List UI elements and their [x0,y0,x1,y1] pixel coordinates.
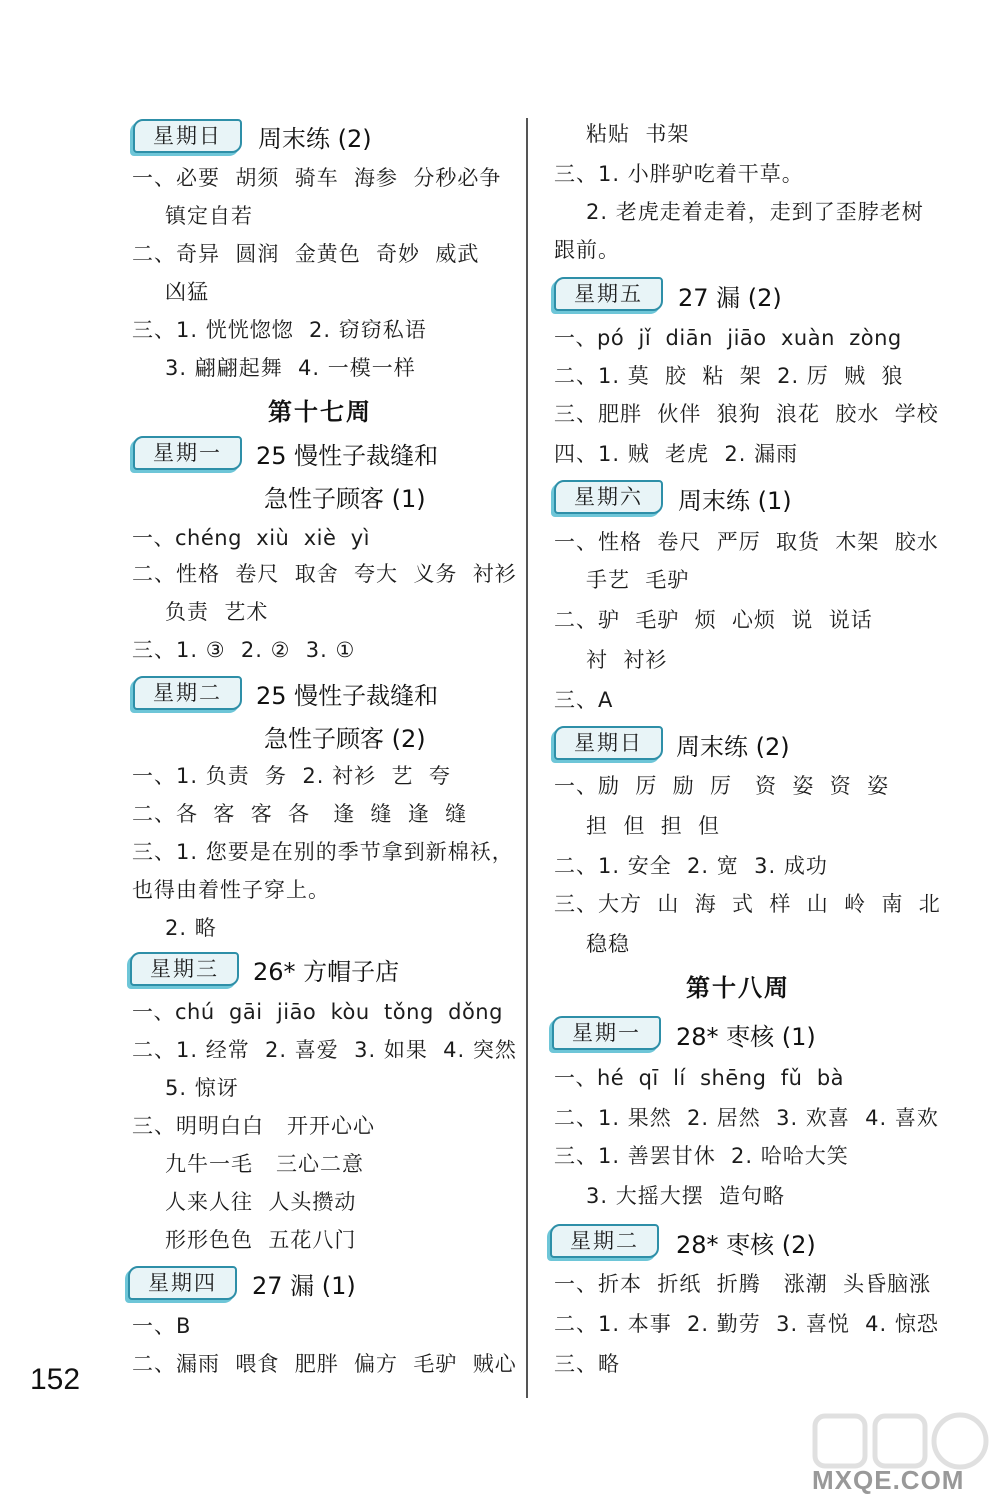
answer-line: 二、奇异 圆润 金黄色 奇妙 威武 [132,242,480,266]
answer-line: 衬 衬衫 [586,648,668,672]
answer-line: 三、大方 山 海 式 样 山 岭 南 北 [554,892,941,916]
answer-line: 5. 惊讶 [165,1076,239,1100]
answer-line: 手艺 毛驴 [586,568,690,592]
answer-line: 担 但 担 但 [586,814,721,838]
answer-line: 二、1. 本事 2. 勤劳 3. 喜悦 4. 惊恐 [554,1312,939,1336]
answer-line: 二、1. 安全 2. 宽 3. 成功 [554,854,828,878]
day-tag-sunday: 星期日 [554,726,663,760]
lesson-title: 28* 枣核 (2) [676,1231,816,1259]
answer-line: 3. 大摇大摆 造句略 [586,1184,786,1208]
answer-line: 凶猛 [165,280,209,304]
answer-line: 也得由着性子穿上。 [132,878,330,902]
answer-line: 二、1. 莫 胶 粘 架 2. 厉 贼 狼 [554,364,904,388]
answer-line: 一、hé qī lí shēng fǔ bà [554,1066,845,1090]
answer-line: 一、B [132,1314,192,1338]
page-number: 152 [30,1363,81,1396]
answer-line: 二、漏雨 喂食 肥胖 偏方 毛驴 贼心 [132,1352,517,1376]
lesson-title: 周末练 (2) [676,733,790,761]
lesson-title: 周末练 (1) [678,487,792,515]
answer-line: 三、肥胖 伙伴 狼狗 浪花 胶水 学校 [554,402,939,426]
day-tag-sunday: 星期日 [133,119,242,153]
answer-line: 三、明明白白 开开心心 [132,1114,376,1138]
answer-line: 二、1. 果然 2. 居然 3. 欢喜 4. 喜欢 [554,1106,939,1130]
day-tag-monday: 星期一 [133,436,242,470]
answer-line: 一、chú gāi jiāo kòu tǒng dǒng [132,1000,503,1024]
answer-line: 一、chéng xiù xiè yì [132,526,370,550]
answer-line: 3. 翩翩起舞 4. 一模一样 [165,356,416,380]
lesson-title: 周末练 (2) [258,125,372,153]
answer-line: 一、折本 折纸 折腾 涨潮 头昏脑涨 [554,1272,932,1296]
lesson-title-cont: 急性子顾客 (1) [264,485,426,513]
answer-line: 二、各 客 客 各 逢 缝 逢 缝 [132,802,468,826]
answer-line: 人来人往 人头攒动 [165,1190,357,1214]
day-tag-tuesday: 星期二 [550,1224,659,1258]
day-tag-friday: 星期五 [554,277,663,311]
answer-line: 二、驴 毛驴 烦 心烦 说 说话 [554,608,873,632]
answer-line: 二、性格 卷尺 取舍 夸大 义务 衬衫 [132,562,517,586]
answer-line: 三、1. 小胖驴吃着干草。 [554,162,804,186]
answer-line: 三、A [554,688,614,712]
answer-line: 三、1. 您要是在别的季节拿到新棉袄， [132,840,514,864]
answer-line: 三、略 [554,1352,620,1376]
answer-line: 稳稳 [586,932,630,956]
answer-line: 四、1. 贼 老虎 2. 漏雨 [554,442,799,466]
answer-line: 2. 略 [165,916,217,940]
answer-line: 三、1. 恍恍惚惚 2. 窃窃私语 [132,318,427,342]
watermark-url: MXQE.COM [812,1465,965,1495]
answer-line: 一、必要 胡须 骑车 海参 分秒必争 [132,166,502,190]
answer-line: 三、1. ③ 2. ② 3. ① [132,638,356,662]
answer-line: 九牛一毛 三心二意 [165,1152,365,1176]
answer-line: 形形色色 五花八门 [165,1228,357,1252]
day-tag-monday: 星期一 [552,1016,661,1050]
answer-line: 2. 老虎走着走着，走到了歪脖老树 [586,200,924,224]
answer-line: 一、1. 负责 务 2. 衬衫 艺 夸 [132,764,451,788]
lesson-title-cont: 急性子顾客 (2) [264,725,426,753]
lesson-title: 27 漏 (2) [678,284,782,312]
answer-line: 跟前。 [554,238,620,262]
answer-line: 镇定自若 [165,204,253,228]
lesson-title: 26* 方帽子店 [253,958,400,986]
week-title: 第十七周 [268,398,372,426]
lesson-title: 25 慢性子裁缝和 [256,442,439,470]
answer-line: 一、pó jǐ diān jiāo xuàn zòng [554,326,902,350]
day-tag-wednesday: 星期三 [130,952,239,986]
answer-line: 三、1. 善罢甘休 2. 哈哈大笑 [554,1144,849,1168]
answer-line: 一、励 厉 励 厉 资 姿 资 姿 [554,774,890,798]
answer-line: 粘贴 书架 [586,122,690,146]
answer-line: 负责 艺术 [165,600,269,624]
answer-line: 一、性格 卷尺 严厉 取货 木架 胶水 [554,530,939,554]
day-tag-saturday: 星期六 [554,480,663,514]
lesson-title: 27 漏 (1) [252,1272,356,1300]
day-tag-thursday: 星期四 [128,1266,237,1300]
lesson-title: 25 慢性子裁缝和 [256,682,439,710]
answer-line: 二、1. 经常 2. 喜爱 3. 如果 4. 突然 [132,1038,517,1062]
lesson-title: 28* 枣核 (1) [676,1023,816,1051]
day-tag-tuesday: 星期二 [133,676,242,710]
week-title: 第十八周 [686,974,790,1002]
column-divider [526,118,528,1398]
